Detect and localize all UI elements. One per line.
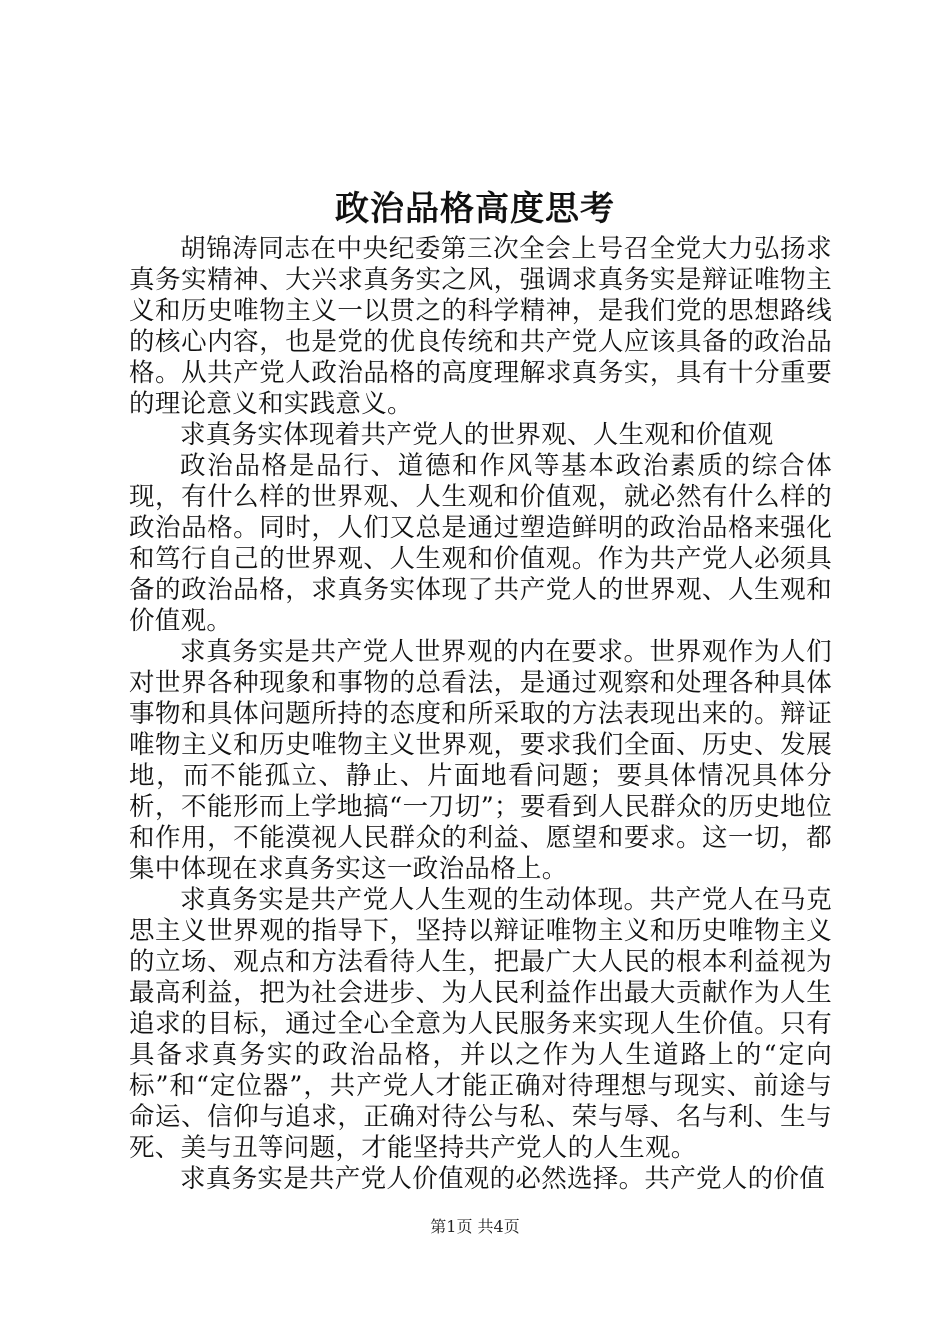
paragraph-outlook-on-life: 求真务实是共产党人人生观的生动体现。共产党人在马克思主义世界观的指导下，坚持以辩证唯物主义和历史唯物主义的立场、观点和方法看待人生，把最广大人民的根本利益视为最高利益，把为社会进步、为人民利益作出最大贡献作为人生追求的目标，通过全心全意为人民服务来实现人生价值。只有具备求真务实的政治品格，并以之作为人生道路上的“定向标”和“定位器”，共产党人才能正确对待理想与现实、前途与命运、信仰与追求，正确对待公与私、荣与辱、名与利、生与死、美与丑等问题，才能坚持共产党人的人生观。 [129, 885, 832, 1163]
section-heading: 求真务实体现着共产党人的世界观、人生观和价值观 [180, 420, 774, 450]
paragraph-political-character: 政治品格是品行、道德和作风等基本政治素质的综合体现，有什么样的世界观、人生观和价值观，就必然有什么样的政治品格。同时，人们又总是通过塑造鲜明的政治品格来强化和笃行自己的世界观、人生观和价值观。作为共产党人必须具备的政治品格，求真务实体现了共产党人的世界观、人生观和价值观。 [129, 451, 832, 636]
page-number: 第1页 共4页 [430, 1217, 520, 1236]
document-body [129, 234, 832, 1195]
paragraph-values: 求真务实是共产党人价值观的必然选择。共产党人的价值 [180, 1164, 826, 1194]
paragraph-intro: 胡锦涛同志在中央纪委第三次全会上号召全党大力弘扬求真务实精神、大兴求真务实之风，强调求真务实是辩证唯物主义和历史唯物主义一以贯之的科学精神，是我们党的思想路线的核心内容，也是党的优良传统和共产党人应该具备的政治品格。从共产党人政治品格的高度理解求真务实，具有十分重要的理论意义和实践意义。 [129, 234, 832, 419]
document-title: 政治品格高度思考 [335, 189, 615, 229]
paragraph-worldview: 求真务实是共产党人世界观的内在要求。世界观作为人们对世界各种现象和事物的总看法，是通过观察和处理各种具体事物和具体问题所持的态度和所采取的方法表现出来的。辩证唯物主义和历史唯物主义世界观，要求我们全面、历史、发展地，而不能孤立、静止、片面地看问题；要具体情况具体分析，不能形而上学地搞“一刀切”；要看到人民群众的历史地位和作用，不能漠视人民群众的利益、愿望和要求。这一切，都集中体现在求真务实这一政治品格上。 [129, 637, 832, 884]
